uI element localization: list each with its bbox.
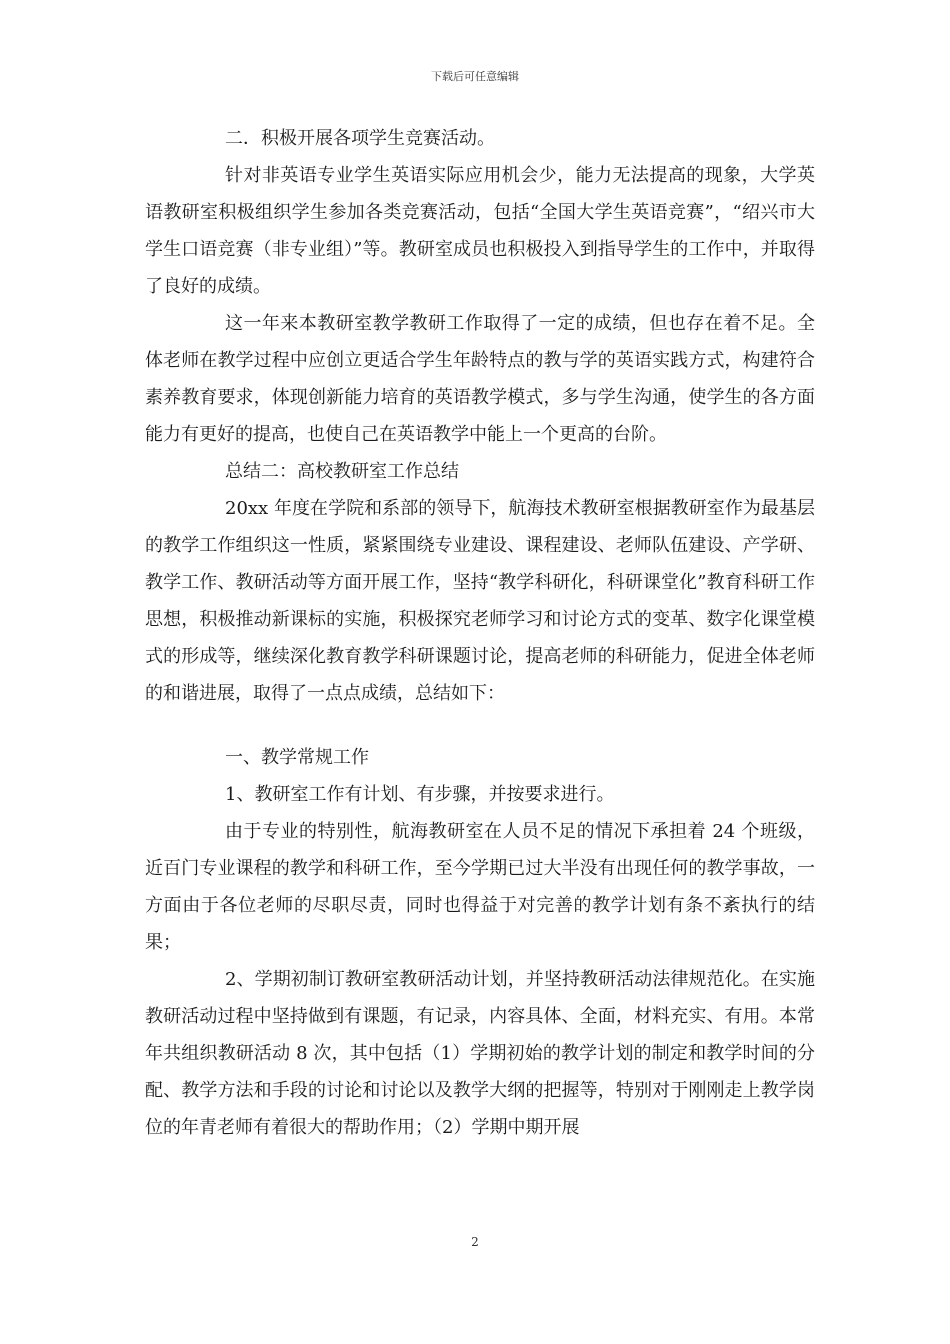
paragraph-navigation-dept: 20xx 年度在学院和系部的领导下，航海技术教研室根据教研室作为最基层的教学工作组织这一性质，紧紧围绕专业建设、课程建设、老师队伍建设、产学研、教学工作、教研活动等方面开展工作，坚持“教学科研化，科研课堂化”教育科研工作思想，积极推动新课标的实施，积极探究老师学习和讨论方式的变革、数字化课堂模式的形成等，继续深化教育教学科研课题讨论，提高老师的科研能力，促进全体老师的和谐进展，取得了一点点成绩，总结如下：: [145, 498, 815, 704]
item-2-activity-plan: 2、学期初制订教研室教研活动计划，并坚持教研活动法律规范化。在实施教研活动过程中坚持做到有课题，有记录，内容具体、全面，材料充实、有用。本常年共组织教研活动 8 次，其中包括（1）学期初始的教学计划的制定和教学时间的分配、教学方法和手段的讨论和讨论以及教学大纲的把握等，特别对于刚刚走上教学岗位的年青老师有着很大的帮助作用；（2）学期中期开展: [145, 969, 815, 1138]
paragraph-year-summary: 这一年来本教研室教学教研工作取得了一定的成绩，但也存在着不足。全体老师在教学过程中应创立更适合学生年龄特点的教与学的英语实践方式，构建符合素养教育要求，体现创新能力培育的英语教学模式，多与学生沟通，使学生的各方面能力有更好的提高，也使自己在英语教学中能上一个更高的台阶。: [145, 313, 815, 445]
blank-line: [145, 712, 815, 739]
page-number: 2: [471, 1235, 479, 1249]
section-heading-routine-work: 一、教学常规工作: [225, 747, 369, 768]
page-header: 下载后可任意编辑: [431, 70, 519, 83]
item-1-planning: 1、教研室工作有计划、有步骤，并按要求进行。: [225, 784, 615, 805]
paragraph-specialty: 由于专业的特别性，航海教研室在人员不足的情况下承担着 24 个班级，近百门专业课程的教学和科研工作，至今学期已过大半没有出现任何的教学事故，一方面由于各位老师的尽职尽责，同时也得益于对完善的教学计划有条不紊执行的结果；: [145, 821, 815, 953]
document-body: [145, 120, 815, 1146]
paragraph-competitions: 针对非英语专业学生英语实际应用机会少，能力无法提高的现象，大学英语教研室积极组织学生参加各类竞赛活动，包括“全国大学生英语竞赛”，“绍兴市大学生口语竞赛（非专业组）”等。教研室成员也积极投入到指导学生的工作中，并取得了良好的成绩。: [145, 165, 815, 297]
section-heading-competitions: 二．积极开展各项学生竞赛活动。: [225, 128, 495, 149]
summary-two-title: 总结二：高校教研室工作总结: [225, 461, 459, 482]
